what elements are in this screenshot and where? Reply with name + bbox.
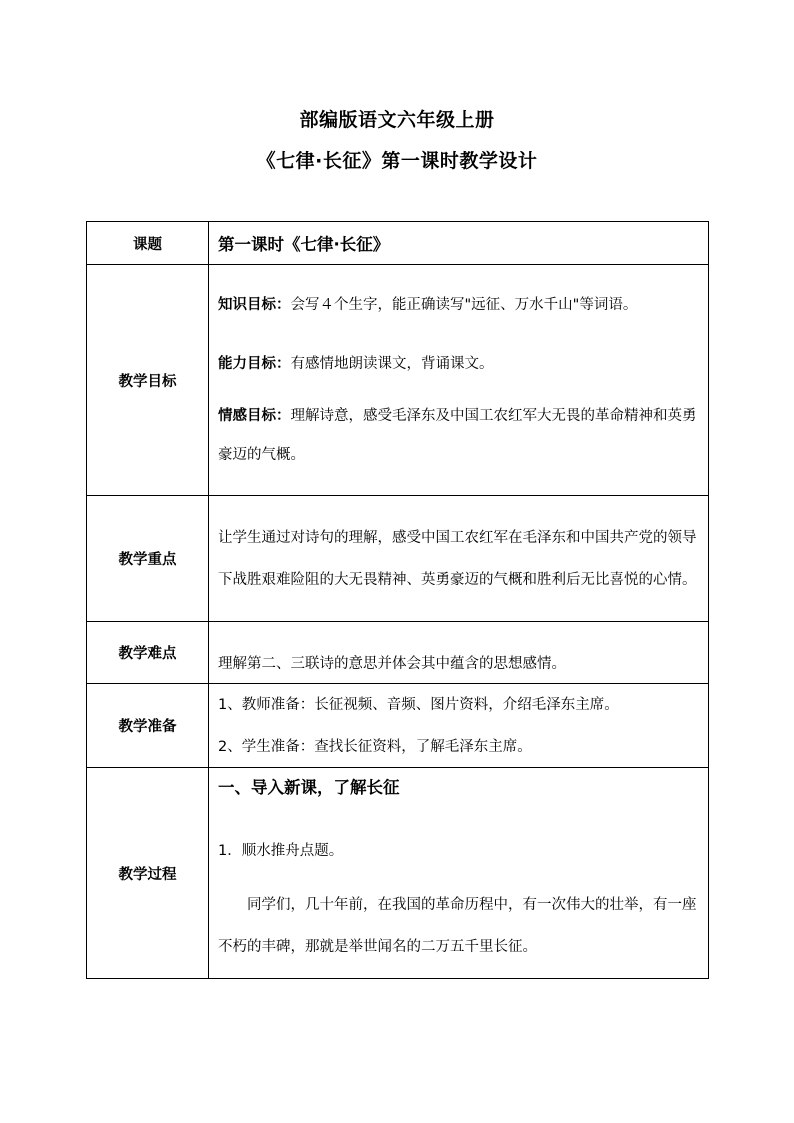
key-points-label: 教学重点 xyxy=(87,496,209,622)
key-points-content xyxy=(209,496,709,622)
table-row-key-points xyxy=(87,496,709,622)
topic-value xyxy=(209,222,709,265)
goals-content xyxy=(209,265,709,496)
process-paragraph: 同学们，几十年前，在我国的革命历程中，有一次伟大的壮举，有一座不朽的丰碑，那就是举世闻名的二万五千里长征。 xyxy=(218,897,697,955)
table-row-difficulty xyxy=(87,622,709,684)
process-section-heading: 一、导入新课，了解长征 xyxy=(218,778,400,797)
table-row-topic xyxy=(87,222,709,265)
table-row-process xyxy=(87,768,709,979)
document-title: 部编版语文六年级上册 xyxy=(299,109,495,131)
knowledge-goal-label: 知识目标： xyxy=(218,296,291,313)
table-row-goals xyxy=(87,265,709,496)
emotion-goal xyxy=(218,397,702,475)
ability-goal-label: 能力目标： xyxy=(218,355,291,372)
ability-goal xyxy=(218,353,702,375)
goals-label: 教学目标 xyxy=(87,265,209,496)
process-step-1: 1．顺水推舟点题。 xyxy=(218,843,344,859)
preparation-item-student: 2、学生准备：查找长征资料，了解毛泽东主席。 xyxy=(218,738,532,755)
process-label: 教学过程 xyxy=(87,768,209,979)
knowledge-goal-text: 会写４个生字，能正确读写"远征、万水千山"等词语。 xyxy=(290,296,638,313)
topic-label: 课题 xyxy=(87,222,209,265)
topic-value-text: 第一课时《七律·长征》 xyxy=(218,235,390,254)
difficulty-text: 理解第二、三联诗的意思并体会其中蕴含的思想感情。 xyxy=(218,656,566,672)
document-subtitle: 《七律·长征》第一课时教学设计 xyxy=(256,150,538,172)
ability-goal-text: 有感情地朗读课文，背诵课文。 xyxy=(290,355,494,372)
key-points-text: 让学生通过对诗句的理解，感受中国工农红军在毛泽东和中国共产党的领导下战胜艰难险阻的大无畏精神、英勇豪迈的气概和胜利后无比喜悦的心情。 xyxy=(218,529,697,588)
emotion-goal-label: 情感目标： xyxy=(218,407,291,424)
table-row-preparation xyxy=(87,684,709,768)
lesson-plan-table xyxy=(86,221,709,979)
preparation-content xyxy=(209,684,709,768)
process-content xyxy=(209,768,709,979)
preparation-item-teacher: 1、教师准备：长征视频、音频、图片资料，介绍毛泽东主席。 xyxy=(218,696,619,713)
emotion-goal-text: 理解诗意，感受毛泽东及中国工农红军大无畏的革命精神和英勇豪迈的气概。 xyxy=(218,407,697,463)
difficulty-label: 教学难点 xyxy=(87,622,209,684)
difficulty-content xyxy=(209,622,709,684)
knowledge-goal xyxy=(218,294,702,316)
preparation-label: 教学准备 xyxy=(87,684,209,768)
